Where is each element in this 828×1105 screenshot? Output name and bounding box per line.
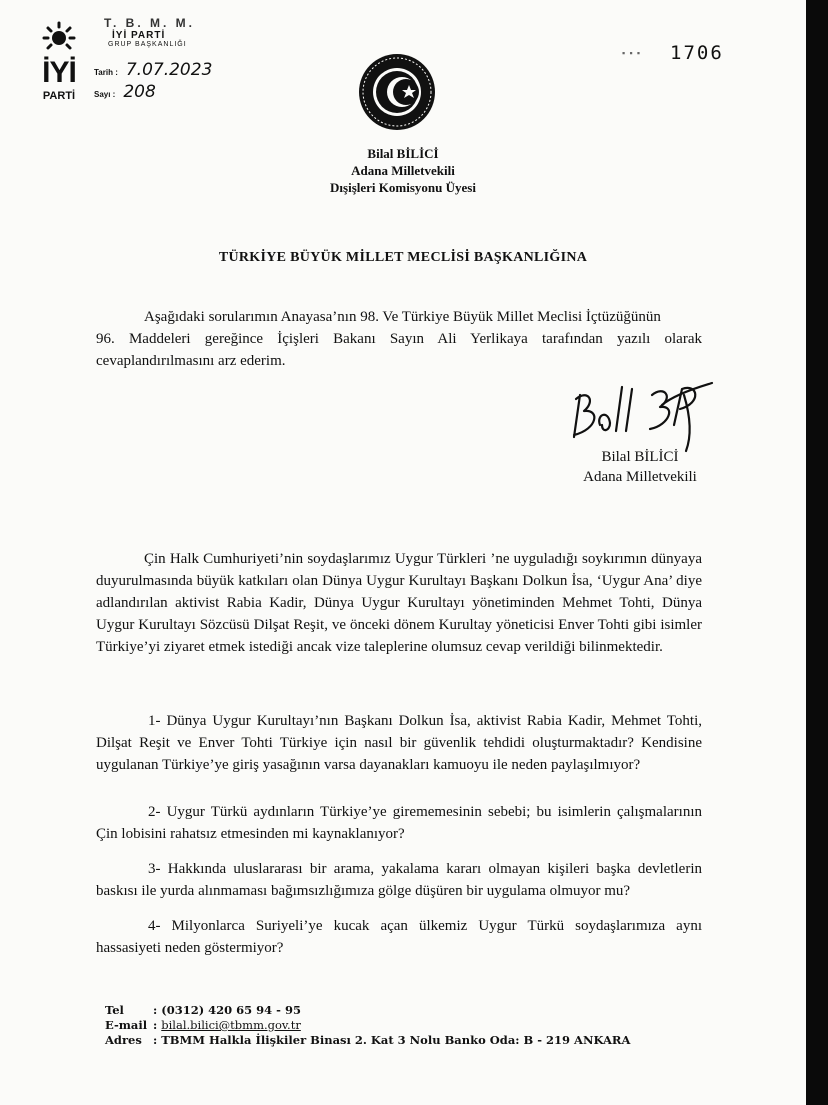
footer-email-label: E-mail [105, 1018, 148, 1032]
footer-email-link[interactable]: bilal.bilici@tbmm.gov.tr [161, 1018, 301, 1032]
stamp-date-value: 7.07.2023 [125, 60, 213, 80]
body-paragraph: Çin Halk Cumhuriyeti’nin soydaşlarımız Uygur Türkleri ’ne uyguladığı soykırımın dünyaya duyurulmasında büyük katkıları olan Dünya Uygur Kurultayı Başkanı Dolkun İsa, ‘Uygur Ana’ diye adlandırılan aktivist Rabia Kadir, Dünya Uygur Kurultayı yönetiminden Mehmet Tohti, Dünya Uygur Kurultayı Sözcüsü Dilşat Reşit, ve önceki dönem Kurultay yöneticisi Enver Tohti gibi isimler Türkiye’yi ziyaret etmek istediği ancak vize taleplerine olumsuz cevap verildiği bilinmektedir. [96, 551, 702, 655]
stamp-date-row [94, 60, 212, 80]
sun-icon [42, 20, 76, 54]
intro-paragraph [96, 306, 702, 372]
party-logo [36, 18, 82, 108]
page-edge-border [806, 0, 828, 1105]
addressee-heading: TÜRKİYE BÜYÜK MİLLET MECLİSİ BAŞKANLIĞINA [218, 250, 588, 265]
contact-footer [105, 1003, 630, 1048]
footer-email-sep: : [153, 1018, 158, 1032]
intro-rest: 96. Maddeleri gereğince İçişleri Bakanı Sayın Ali Yerlikaya tarafından yazılı olarak cevaplandırılmasını arz ederim. [96, 331, 702, 369]
footer-tel-row [105, 1003, 630, 1018]
document-number-dots: ▪ ▪ ▪ [622, 48, 642, 58]
footer-tel-label: Tel [105, 1003, 124, 1017]
sender-committee: Dışişleri Komisyonu Üyesi [330, 180, 476, 195]
sender-role: Adana Milletvekili [351, 163, 455, 178]
stamp-institution: T. B. M. M. [104, 16, 195, 30]
stamp-number-row [94, 82, 156, 102]
stamp-party: İYİ PARTİ [112, 30, 166, 41]
footer-tel-value: : (0312) 420 65 94 - 95 [153, 1003, 301, 1017]
sender-name: Bilal BİLİCİ [367, 146, 439, 161]
question-1: 1- Dünya Uygur Kurultayı’nın Başkanı Dolkun İsa, aktivist Rabia Kadir, Mehmet Tohti, Dilşat Reşit ve Enver Tohti Türkiye için nasıl bir güvenlik tehdidi oluşturmaktadır? Kendisine uygulanan Türkiye’ye giriş yasağının varsa dayanakları kamuoyu ile neden paylaşılmıyor? [96, 713, 702, 773]
stamp-number-value: 208 [123, 82, 156, 102]
intro-first-line: Aşağıdaki sorularımın Anayasa’nın 98. Ve Türkiye Büyük Millet Meclisi İçtüzüğünün [144, 309, 661, 325]
question-3: 3- Hakkında uluslararası bir arama, yakalama kararı olmayan kişileri başka devletlerin baskısı ile yurda alınmaması bağımsızlığımıza gölge düşüren bir uygulama olmuyor mu? [96, 861, 702, 899]
signer-block [575, 447, 705, 487]
sender-block [0, 145, 806, 196]
signer-name: Bilal BİLİCİ [601, 449, 679, 465]
question-4: 4- Milyonlarca Suriyeli’ye kucak açan ülkemiz Uygur Türkü soydaşlarımıza aynı hassasiyeti neden göstermiyor? [96, 918, 702, 956]
stamp-date-label: Tarih : [94, 68, 118, 77]
party-logo-name: İYİ [42, 56, 76, 89]
footer-address-label: Adres [105, 1033, 142, 1047]
tbmm-emblem-icon [357, 52, 437, 132]
reception-stamp [92, 16, 232, 106]
stamp-number-label: Sayı : [94, 90, 116, 99]
party-logo-sub: PARTİ [42, 90, 76, 102]
document-number: 1706 [670, 42, 724, 64]
question-2: 2- Uygur Türkü aydınların Türkiye’ye girememesinin sebebi; bu isimlerin çalışmalarının Çin lobisini rahatsız etmesinden mi kaynaklanıyor? [96, 804, 702, 842]
signer-role: Adana Milletvekili [583, 469, 697, 485]
footer-address-value: : TBMM Halkla İlişkiler Binası 2. Kat 3 Nolu Banko Oda: B - 219 ANKARA [153, 1033, 631, 1047]
footer-address-row [105, 1033, 630, 1048]
stamp-office: GRUP BAŞKANLIĞI [108, 41, 187, 48]
handwritten-signature [566, 375, 716, 455]
footer-email-row [105, 1018, 630, 1033]
